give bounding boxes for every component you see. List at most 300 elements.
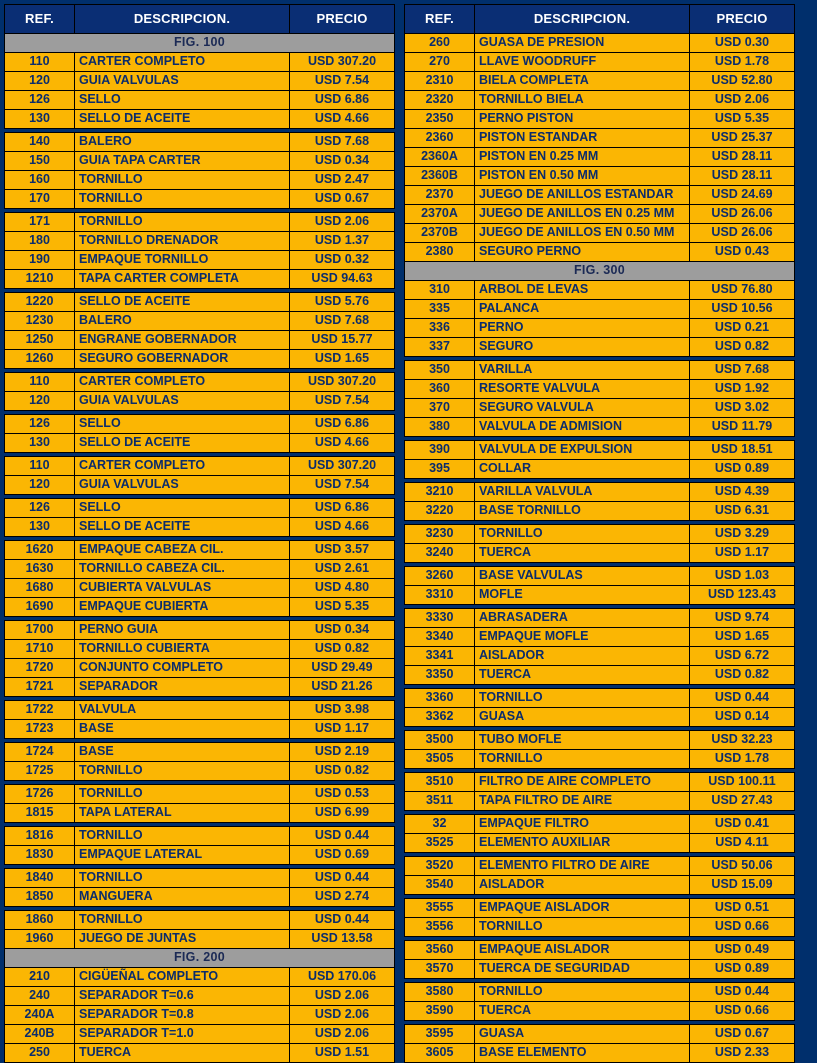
- cell-description: TUERCA: [475, 544, 690, 563]
- table-row: [5, 373, 395, 392]
- cell-description: TORNILLO DRENADOR: [75, 232, 290, 251]
- cell-ref: 3511: [405, 792, 475, 811]
- cell-description: EMPAQUE MOFLE: [475, 628, 690, 647]
- cell-description: TUBO MOFLE: [475, 731, 690, 750]
- table-row: [5, 457, 395, 476]
- cell-ref: 2350: [405, 110, 475, 129]
- cell-ref: 1815: [5, 804, 75, 823]
- cell-description: VALVULA DE EXPULSION: [475, 441, 690, 460]
- cell-price: USD 0.67: [290, 190, 395, 209]
- table-row: [405, 441, 795, 460]
- cell-description: SELLO DE ACEITE: [75, 110, 290, 129]
- table-header-row: [405, 5, 795, 34]
- table-row: [405, 525, 795, 544]
- table-row: [405, 1025, 795, 1044]
- cell-description: TORNILLO: [75, 869, 290, 888]
- table-row: [5, 987, 395, 1006]
- cell-description: BALERO: [75, 133, 290, 152]
- cell-price: USD 6.72: [690, 647, 795, 666]
- cell-ref: 3560: [405, 941, 475, 960]
- cell-price: USD 3.29: [690, 525, 795, 544]
- table-row: [405, 834, 795, 853]
- cell-price: USD 15.09: [690, 876, 795, 895]
- cell-price: USD 0.34: [290, 621, 395, 640]
- cell-description: EMPAQUE CUBIERTA: [75, 598, 290, 617]
- cell-description: ABRASADERA: [475, 609, 690, 628]
- cell-price: USD 28.11: [690, 167, 795, 186]
- cell-description: SELLO DE ACEITE: [75, 434, 290, 453]
- table-row: [5, 785, 395, 804]
- cell-price: USD 3.98: [290, 701, 395, 720]
- table-row: [5, 270, 395, 289]
- cell-description: EMPAQUE AISLADOR: [475, 941, 690, 960]
- cell-description: EMPAQUE TORNILLO: [75, 251, 290, 270]
- cell-ref: 1830: [5, 846, 75, 865]
- cell-price: USD 0.41: [690, 815, 795, 834]
- table-row: [405, 399, 795, 418]
- cell-description: TORNILLO: [75, 911, 290, 930]
- cell-price: USD 7.68: [290, 133, 395, 152]
- table-row: [405, 53, 795, 72]
- cell-description: ENGRANE GOBERNADOR: [75, 331, 290, 350]
- cell-ref: 150: [5, 152, 75, 171]
- cell-price: USD 10.56: [690, 300, 795, 319]
- table-row: [5, 743, 395, 762]
- cell-ref: 130: [5, 518, 75, 537]
- table-row: [405, 899, 795, 918]
- cell-description: BASE VALVULAS: [475, 567, 690, 586]
- cell-ref: 1700: [5, 621, 75, 640]
- cell-price: USD 0.30: [690, 34, 795, 53]
- cell-price: USD 1.65: [290, 350, 395, 369]
- cell-price: USD 1.03: [690, 567, 795, 586]
- table-row: [5, 804, 395, 823]
- cell-ref: 120: [5, 476, 75, 495]
- cell-description: BASE ELEMENTO: [475, 1044, 690, 1063]
- cell-ref: 3605: [405, 1044, 475, 1063]
- table-row: [5, 171, 395, 190]
- cell-description: LLAVE WOODRUFF: [475, 53, 690, 72]
- table-row: [5, 678, 395, 697]
- cell-ref: 120: [5, 392, 75, 411]
- cell-description: RESORTE VALVULA: [475, 380, 690, 399]
- cell-ref: 110: [5, 53, 75, 72]
- cell-description: EMPAQUE AISLADOR: [475, 899, 690, 918]
- table-row: [405, 586, 795, 605]
- cell-price: USD 2.19: [290, 743, 395, 762]
- cell-description: TUERCA DE SEGURIDAD: [475, 960, 690, 979]
- cell-ref: 32: [405, 815, 475, 834]
- cell-ref: 126: [5, 499, 75, 518]
- cell-price: USD 1.51: [290, 1044, 395, 1063]
- cell-price: USD 0.66: [690, 918, 795, 937]
- cell-ref: 1721: [5, 678, 75, 697]
- cell-ref: 3210: [405, 483, 475, 502]
- cell-price: USD 0.66: [690, 1002, 795, 1021]
- table-row: [405, 731, 795, 750]
- table-row: [405, 941, 795, 960]
- table-row: [405, 338, 795, 357]
- cell-price: USD 2.33: [690, 1044, 795, 1063]
- table-row: [405, 186, 795, 205]
- column-header-ref: REF.: [5, 5, 75, 34]
- cell-ref: 1725: [5, 762, 75, 781]
- cell-ref: 1816: [5, 827, 75, 846]
- cell-description: CARTER COMPLETO: [75, 53, 290, 72]
- cell-price: USD 94.63: [290, 270, 395, 289]
- cell-description: TORNILLO: [75, 213, 290, 232]
- cell-description: JUEGO DE ANILLOS EN 0.50 MM: [475, 224, 690, 243]
- cell-ref: 2360A: [405, 148, 475, 167]
- cell-ref: 180: [5, 232, 75, 251]
- cell-description: TORNILLO: [75, 785, 290, 804]
- cell-ref: 160: [5, 171, 75, 190]
- cell-description: PISTON EN 0.50 MM: [475, 167, 690, 186]
- cell-description: GUIA VALVULAS: [75, 72, 290, 91]
- cell-price: USD 6.86: [290, 499, 395, 518]
- table-row: [5, 846, 395, 865]
- table-row: [5, 415, 395, 434]
- cell-ref: 126: [5, 91, 75, 110]
- cell-price: USD 0.32: [290, 251, 395, 270]
- cell-description: TORNILLO: [475, 750, 690, 769]
- cell-price: USD 0.49: [690, 941, 795, 960]
- cell-description: VALVULA DE ADMISION: [475, 418, 690, 437]
- cell-description: SEGURO PERNO: [475, 243, 690, 262]
- table-row: [405, 567, 795, 586]
- cell-price: USD 4.39: [690, 483, 795, 502]
- table-row: [5, 869, 395, 888]
- cell-ref: 3340: [405, 628, 475, 647]
- cell-ref: 1710: [5, 640, 75, 659]
- cell-description: SEPARADOR T=1.0: [75, 1025, 290, 1044]
- table-row: [5, 251, 395, 270]
- cell-ref: 1680: [5, 579, 75, 598]
- table-row: [405, 544, 795, 563]
- cell-description: AISLADOR: [475, 647, 690, 666]
- cell-ref: 2360: [405, 129, 475, 148]
- cell-ref: 1690: [5, 598, 75, 617]
- cell-price: USD 170.06: [290, 968, 395, 987]
- cell-price: USD 0.43: [690, 243, 795, 262]
- table-row: [405, 281, 795, 300]
- cell-price: USD 13.58: [290, 930, 395, 949]
- cell-price: USD 307.20: [290, 53, 395, 72]
- cell-price: USD 2.06: [290, 1006, 395, 1025]
- cell-description: BASE: [75, 720, 290, 739]
- cell-ref: 1220: [5, 293, 75, 312]
- cell-price: USD 6.86: [290, 415, 395, 434]
- cell-ref: 240B: [5, 1025, 75, 1044]
- table-header-row: [5, 5, 395, 34]
- column-header-description: DESCRIPCION.: [75, 5, 290, 34]
- cell-price: USD 6.86: [290, 91, 395, 110]
- cell-description: SELLO: [75, 415, 290, 434]
- cell-price: USD 307.20: [290, 457, 395, 476]
- cell-description: SELLO: [75, 499, 290, 518]
- cell-description: TAPA CARTER COMPLETA: [75, 270, 290, 289]
- table-row: [405, 647, 795, 666]
- cell-price: USD 76.80: [690, 281, 795, 300]
- cell-price: USD 100.11: [690, 773, 795, 792]
- cell-ref: 3330: [405, 609, 475, 628]
- table-row: [5, 312, 395, 331]
- cell-price: USD 50.06: [690, 857, 795, 876]
- cell-description: ELEMENTO FILTRO DE AIRE: [475, 857, 690, 876]
- cell-ref: 3362: [405, 708, 475, 727]
- table-row: [5, 91, 395, 110]
- cell-price: USD 21.26: [290, 678, 395, 697]
- cell-ref: 3520: [405, 857, 475, 876]
- cell-ref: 390: [405, 441, 475, 460]
- cell-description: SEPARADOR T=0.8: [75, 1006, 290, 1025]
- table-row: [405, 483, 795, 502]
- cell-description: TORNILLO BIELA: [475, 91, 690, 110]
- cell-description: JUEGO DE JUNTAS: [75, 930, 290, 949]
- table-row: [405, 205, 795, 224]
- table-row: [5, 434, 395, 453]
- table-row: [405, 792, 795, 811]
- cell-description: EMPAQUE CABEZA CIL.: [75, 541, 290, 560]
- table-row: [5, 720, 395, 739]
- cell-description: SELLO: [75, 91, 290, 110]
- section-header-row: [5, 34, 395, 53]
- cell-price: USD 2.47: [290, 171, 395, 190]
- cell-price: USD 4.66: [290, 518, 395, 537]
- cell-description: TORNILLO: [475, 983, 690, 1002]
- price-table-right: [404, 4, 795, 1063]
- cell-description: BASE TORNILLO: [475, 502, 690, 521]
- cell-description: MOFLE: [475, 586, 690, 605]
- cell-price: USD 2.06: [290, 1025, 395, 1044]
- table-row: [405, 1044, 795, 1063]
- cell-price: USD 5.35: [290, 598, 395, 617]
- cell-ref: 240A: [5, 1006, 75, 1025]
- cell-price: USD 5.76: [290, 293, 395, 312]
- cell-ref: 2320: [405, 91, 475, 110]
- cell-price: USD 1.17: [290, 720, 395, 739]
- cell-ref: 240: [5, 987, 75, 1006]
- cell-description: SEPARADOR: [75, 678, 290, 697]
- cell-price: USD 26.06: [690, 224, 795, 243]
- cell-description: TUERCA: [475, 1002, 690, 1021]
- table-row: [5, 1025, 395, 1044]
- cell-description: PERNO GUIA: [75, 621, 290, 640]
- cell-price: USD 1.92: [690, 380, 795, 399]
- cell-ref: 3260: [405, 567, 475, 586]
- cell-price: USD 0.53: [290, 785, 395, 804]
- table-row: [5, 392, 395, 411]
- price-table-left: [4, 4, 395, 1063]
- table-row: [405, 72, 795, 91]
- table-row: [5, 331, 395, 350]
- table-row: [5, 968, 395, 987]
- table-row: [405, 380, 795, 399]
- cell-ref: 3595: [405, 1025, 475, 1044]
- cell-price: USD 24.69: [690, 186, 795, 205]
- table-row: [5, 133, 395, 152]
- section-header-row: [405, 262, 795, 281]
- section-header-label: FIG. 100: [5, 34, 395, 53]
- section-header-row: [5, 949, 395, 968]
- cell-price: USD 4.66: [290, 110, 395, 129]
- cell-ref: 3590: [405, 1002, 475, 1021]
- column-header-price: PRECIO: [690, 5, 795, 34]
- cell-ref: 1726: [5, 785, 75, 804]
- table-row: [405, 876, 795, 895]
- cell-price: USD 15.77: [290, 331, 395, 350]
- table-row: [5, 541, 395, 560]
- cell-ref: 1723: [5, 720, 75, 739]
- column-header-ref: REF.: [405, 5, 475, 34]
- cell-description: SELLO DE ACEITE: [75, 293, 290, 312]
- cell-ref: 2380: [405, 243, 475, 262]
- cell-ref: 3500: [405, 731, 475, 750]
- cell-price: USD 0.44: [690, 983, 795, 1002]
- cell-price: USD 7.54: [290, 72, 395, 91]
- cell-price: USD 7.54: [290, 476, 395, 495]
- table-row: [5, 888, 395, 907]
- cell-ref: 2360B: [405, 167, 475, 186]
- cell-price: USD 27.43: [690, 792, 795, 811]
- cell-description: EMPAQUE FILTRO: [475, 815, 690, 834]
- cell-ref: 3505: [405, 750, 475, 769]
- cell-ref: 210: [5, 968, 75, 987]
- cell-description: ARBOL DE LEVAS: [475, 281, 690, 300]
- table-row: [405, 1002, 795, 1021]
- table-row: [5, 350, 395, 369]
- cell-description: PISTON EN 0.25 MM: [475, 148, 690, 167]
- table-row: [5, 110, 395, 129]
- cell-ref: 3220: [405, 502, 475, 521]
- cell-price: USD 0.44: [290, 911, 395, 930]
- cell-price: USD 0.44: [690, 689, 795, 708]
- table-row: [5, 827, 395, 846]
- cell-ref: 1860: [5, 911, 75, 930]
- cell-description: MANGUERA: [75, 888, 290, 907]
- cell-description: SEGURO GOBERNADOR: [75, 350, 290, 369]
- cell-description: TORNILLO: [75, 827, 290, 846]
- table-row: [405, 110, 795, 129]
- cell-description: VALVULA: [75, 701, 290, 720]
- cell-ref: 1722: [5, 701, 75, 720]
- right-table-body: [405, 34, 795, 1063]
- left-table-column: [4, 4, 394, 1059]
- table-row: [405, 361, 795, 380]
- cell-description: BALERO: [75, 312, 290, 331]
- column-header-price: PRECIO: [290, 5, 395, 34]
- cell-ref: 3350: [405, 666, 475, 685]
- cell-ref: 171: [5, 213, 75, 232]
- cell-price: USD 123.43: [690, 586, 795, 605]
- table-row: [5, 213, 395, 232]
- cell-description: CUBIERTA VALVULAS: [75, 579, 290, 598]
- cell-price: USD 3.02: [690, 399, 795, 418]
- cell-description: GUASA: [475, 1025, 690, 1044]
- cell-price: USD 4.80: [290, 579, 395, 598]
- cell-description: ELEMENTO AUXILIAR: [475, 834, 690, 853]
- table-row: [5, 1044, 395, 1063]
- left-table-body: [5, 34, 395, 1063]
- cell-description: TAPA LATERAL: [75, 804, 290, 823]
- table-row: [405, 148, 795, 167]
- column-header-description: DESCRIPCION.: [475, 5, 690, 34]
- table-row: [5, 659, 395, 678]
- cell-price: USD 0.82: [290, 640, 395, 659]
- cell-description: TORNILLO: [475, 918, 690, 937]
- cell-ref: 140: [5, 133, 75, 152]
- cell-description: CIGÜEÑAL COMPLETO: [75, 968, 290, 987]
- table-row: [405, 319, 795, 338]
- cell-ref: 3240: [405, 544, 475, 563]
- table-row: [5, 518, 395, 537]
- cell-ref: 1720: [5, 659, 75, 678]
- cell-description: CARTER COMPLETO: [75, 373, 290, 392]
- table-row: [5, 476, 395, 495]
- table-row: [405, 460, 795, 479]
- cell-description: CONJUNTO COMPLETO: [75, 659, 290, 678]
- table-row: [5, 701, 395, 720]
- cell-ref: 370: [405, 399, 475, 418]
- cell-ref: 310: [405, 281, 475, 300]
- cell-price: USD 0.34: [290, 152, 395, 171]
- cell-ref: 336: [405, 319, 475, 338]
- cell-price: USD 2.61: [290, 560, 395, 579]
- cell-description: GUIA VALVULAS: [75, 476, 290, 495]
- cell-price: USD 0.89: [690, 960, 795, 979]
- table-row: [405, 628, 795, 647]
- cell-ref: 2370B: [405, 224, 475, 243]
- right-table-column: [404, 4, 794, 1059]
- cell-price: USD 32.23: [690, 731, 795, 750]
- cell-price: USD 0.44: [290, 869, 395, 888]
- cell-ref: 110: [5, 457, 75, 476]
- cell-description: PERNO: [475, 319, 690, 338]
- table-row: [405, 960, 795, 979]
- cell-ref: 110: [5, 373, 75, 392]
- table-row: [405, 91, 795, 110]
- cell-price: USD 28.11: [690, 148, 795, 167]
- cell-ref: 1850: [5, 888, 75, 907]
- cell-price: USD 7.68: [290, 312, 395, 331]
- cell-description: FILTRO DE AIRE COMPLETO: [475, 773, 690, 792]
- cell-price: USD 0.82: [690, 666, 795, 685]
- cell-ref: 335: [405, 300, 475, 319]
- section-header-label: FIG. 300: [405, 262, 795, 281]
- table-row: [405, 918, 795, 937]
- table-row: [405, 609, 795, 628]
- cell-price: USD 7.54: [290, 392, 395, 411]
- cell-ref: 1960: [5, 930, 75, 949]
- cell-ref: 3570: [405, 960, 475, 979]
- cell-description: TORNILLO: [475, 689, 690, 708]
- table-row: [5, 579, 395, 598]
- cell-price: USD 0.69: [290, 846, 395, 865]
- cell-description: VARILLA VALVULA: [475, 483, 690, 502]
- cell-ref: 3310: [405, 586, 475, 605]
- cell-description: SEPARADOR T=0.6: [75, 987, 290, 1006]
- table-row: [5, 621, 395, 640]
- cell-price: USD 25.37: [690, 129, 795, 148]
- cell-description: JUEGO DE ANILLOS ESTANDAR: [475, 186, 690, 205]
- cell-price: USD 2.06: [690, 91, 795, 110]
- cell-description: JUEGO DE ANILLOS EN 0.25 MM: [475, 205, 690, 224]
- cell-price: USD 0.67: [690, 1025, 795, 1044]
- table-row: [5, 152, 395, 171]
- table-row: [5, 499, 395, 518]
- cell-ref: 126: [5, 415, 75, 434]
- cell-description: TORNILLO: [75, 762, 290, 781]
